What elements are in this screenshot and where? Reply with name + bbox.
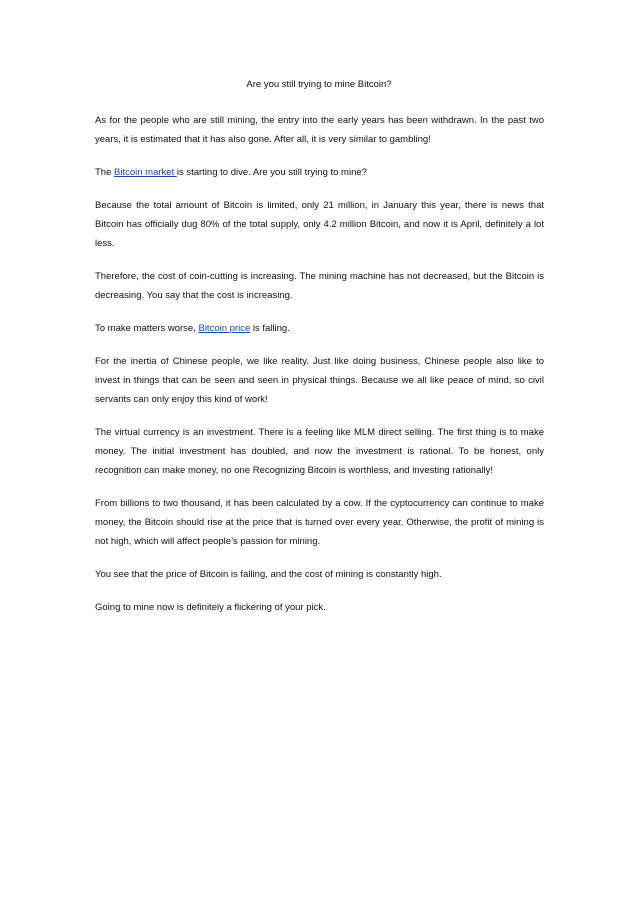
paragraph-5 [95,319,544,338]
paragraph-6: For the inertia of Chinese people, we like reality. Just like doing business, Chinese people also like to invest in things that can be seen and seen in physical things. Because we all like peace of mind, so civil servants can only enjoy this kind of work! [95,356,544,405]
paragraph-2-text-after: is starting to dive. Are you still trying to mine? [176,167,367,178]
bitcoin-price-link[interactable]: Bitcoin price [198,323,251,334]
paragraph-9: You see that the price of Bitcoin is falling, and the cost of mining is constantly high. [95,569,442,580]
bitcoin-market-link[interactable]: Bitcoin market [114,167,177,178]
paragraph-10: Going to mine now is definitely a flickering of your pick. [95,602,326,613]
page-title: Are you still trying to mine Bitcoin? [246,79,392,90]
paragraph-2 [95,163,544,182]
paragraph-4: Therefore, the cost of coin-cutting is increasing. The mining machine has not decreased, but the Bitcoin is decreasing. You say that the cost is increasing. [95,271,544,301]
paragraph-1: As for the people who are still mining, the entry into the early years has been withdrawn. In the past two years, it is estimated that it has also gone. After all, it is very similar to gambling! [95,115,544,145]
document-body [95,111,544,631]
paragraph-5-text-after: is falling. [250,323,290,334]
paragraph-3: Because the total amount of Bitcoin is limited, only 21 million, in January this year, there is news that Bitcoin has officially dug 80% of the total supply, only 4.2 million Bitcoin, and now it is April, definitely a lot less. [95,200,544,249]
paragraph-5-text-before: To make matters worse, [95,323,199,334]
paragraph-8: From billions to two thousand, it has been calculated by a cow. If the cyptocurrency can continue to make money, the Bitcoin should rise at the price that is turned over every year. Otherwise, the profit of mining is not high, which will affect people’s passion for mining. [95,498,544,547]
paragraph-2-text-before: The [95,167,115,178]
paragraph-7: The virtual currency is an investment. There is a feeling like MLM direct selling. The first thing is to make money. The initial investment has doubled, and now the investment is rational. To be honest, only recognition can make money, no one Recognizing Bitcoin is worthless, and investing rationally! [95,427,544,476]
